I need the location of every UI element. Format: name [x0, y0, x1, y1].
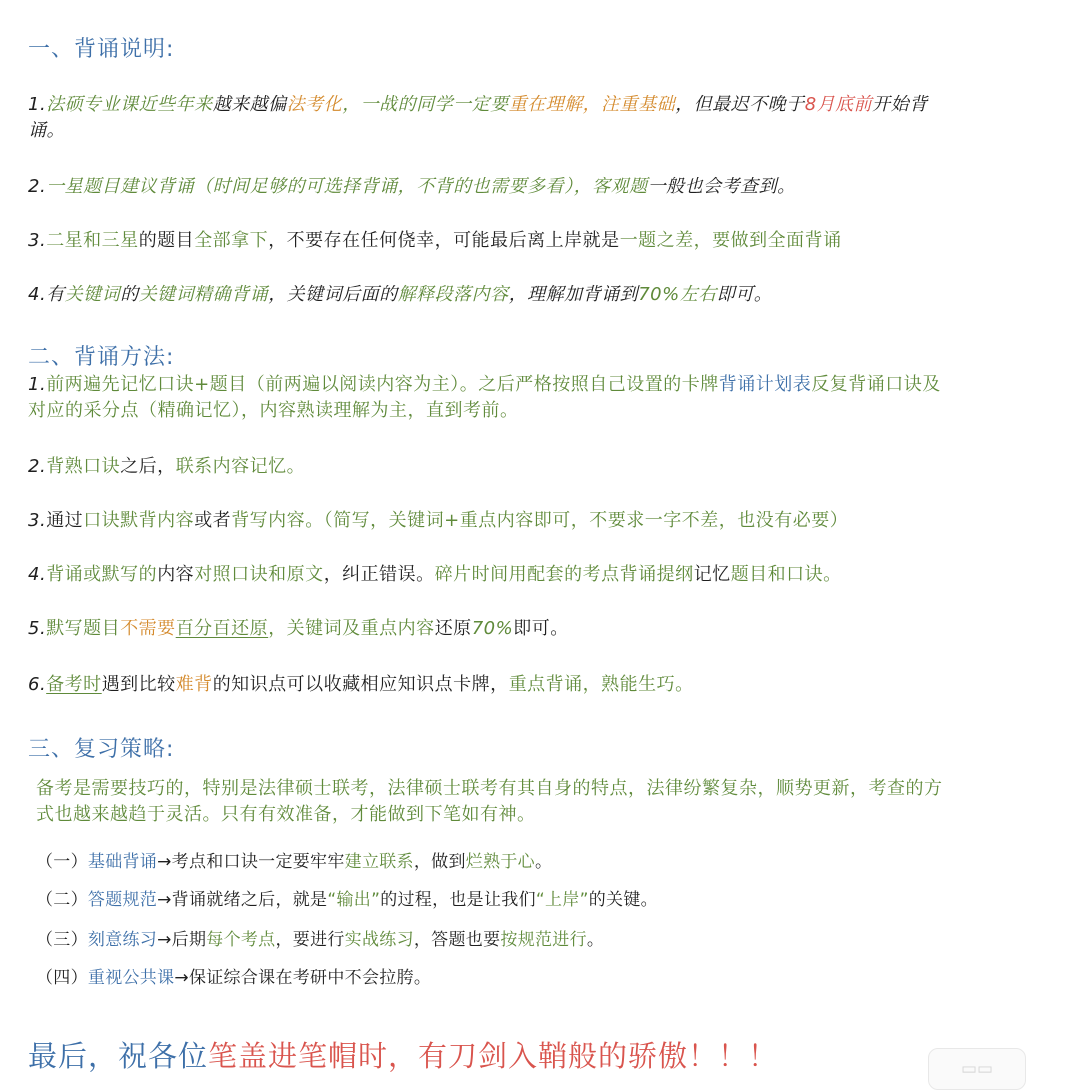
- s1-item3-text-e: 一题之差，要做到全面背诵: [619, 230, 842, 251]
- s1-item1-text-g: 8月底前: [804, 94, 873, 115]
- s1-item1-text-d: ，一战的同学一定要: [342, 94, 509, 115]
- s3-point3-text-g: 也要: [465, 930, 501, 950]
- s1-item3-text-b: 的题目: [138, 230, 195, 251]
- s2-item3-text-c: 或者: [194, 510, 232, 531]
- s2-item6-text-a: 备考时: [46, 674, 102, 695]
- s1-item3-text-d: ，不要存在任何侥幸，可能最后离上岸就是: [268, 230, 620, 251]
- s3-point3-number: （三）: [36, 930, 88, 950]
- s1-item4-text-i: 即可。: [716, 284, 773, 305]
- s2-item1-text-a: 前两遍先记忆口诀+题目: [46, 374, 247, 395]
- s1-item4-text-h: 70%左右: [638, 284, 717, 305]
- s3-point4-text-a: 重视公共课: [87, 968, 175, 988]
- s3-point3-text-f: ，答题: [413, 930, 466, 950]
- s1-item2-text-b: （时间足够的可选择背诵，不背的也需要多看）: [194, 176, 574, 197]
- s3-point3-text-b: →后期: [157, 930, 207, 950]
- s3-point3-text-d: ，要进行: [275, 930, 345, 950]
- s1-item1-text-e: 重在理解，注重基础: [508, 94, 676, 115]
- s2-item4-text-c: 对照口诀和原文: [194, 564, 324, 585]
- s3-point1-number: （一）: [36, 852, 88, 872]
- closing-message-part2: 笔盖进笔帽时，有刀剑入鞘般的骄傲！！！: [208, 1039, 779, 1073]
- s2-item6: [28, 672, 1058, 698]
- s3-point4-text-b: →保证综合课在考研中不会拉胯。: [174, 968, 432, 988]
- s3-point3-text-i: 。: [586, 930, 605, 950]
- s3-intro-line1: 备考是需要技巧的，特别是法律硕士联考，法律硕士联考有其自身的特点，法律纷繁复杂，顺势更新，考查的方: [36, 778, 943, 799]
- s3-point2-number: （二）: [36, 890, 88, 910]
- s1-item1-text-c: 法考化: [286, 94, 343, 115]
- s1-item1: [28, 92, 1058, 144]
- s2-item4-text-f: 记忆: [693, 564, 731, 585]
- s1-item1-text-a: 法硕专业课近些年来: [46, 94, 213, 115]
- s2-item3: [28, 508, 1058, 534]
- s2-item3-text-e: 。（简写，关键词+重点内容即可，不要求一字不差，也没有必要）: [305, 510, 849, 531]
- s3-point2-text-c: “输出”: [327, 890, 381, 910]
- s2-item3-text-d: 背写内容: [231, 510, 306, 531]
- section3-title: 三、复习策略:: [28, 737, 175, 762]
- s1-item1-text-h: 开始背: [872, 94, 928, 115]
- s1-item1-text-i: 诵。: [28, 120, 65, 141]
- s1-item4-number: 4.: [28, 284, 47, 305]
- s2-item6-text-b: 遇到比较: [101, 674, 176, 695]
- s2-item5-text-c: 百分百还原: [175, 618, 269, 639]
- s1-item1-number: 1.: [28, 94, 47, 115]
- s2-item1: [28, 372, 1058, 424]
- s1-item2: [28, 174, 1058, 200]
- s2-item2-text-b: 之后，: [120, 456, 176, 477]
- s3-point1-text-c: 建立联系: [344, 852, 414, 872]
- s2-item1-text-d: 反复背诵口诀及: [811, 374, 941, 395]
- s2-item5-number: 5.: [28, 618, 47, 639]
- s2-item5-text-g: 即可。: [513, 618, 569, 639]
- s3-point1-text-b: →考点和口诀一定要牢牢: [157, 852, 345, 872]
- s3-point3-text-c: 每个考点: [206, 930, 276, 950]
- s3-point2: [36, 888, 658, 912]
- s2-item5-text-d: ，关键词及重点内容: [268, 618, 435, 639]
- s3-point4: [36, 966, 431, 990]
- s2-item4-text-e: 碎片时间用配套的考点背诵提纲: [434, 564, 694, 585]
- s1-item4-text-g: ，理解加背诵到: [508, 284, 639, 305]
- s3-point1-text-a: 基础背诵: [87, 852, 158, 872]
- s2-item4: [28, 562, 1058, 588]
- s2-item6-text-c: 难背: [175, 674, 213, 695]
- s3-point2-text-a: 答题规范: [87, 890, 158, 910]
- s3-point3-text-h: 按规范进行: [500, 930, 587, 950]
- section2-title: 二、背诵方法:: [28, 345, 175, 370]
- s2-item4-text-a: 背诵或默写的: [46, 564, 158, 585]
- s2-item3-number: 3.: [28, 510, 47, 531]
- s2-item2-text-c: 联系内容记忆。: [175, 456, 306, 477]
- s2-item6-text-e: 重点背诵，熟能生巧。: [508, 674, 694, 695]
- s1-item4-text-c: 的: [120, 284, 139, 305]
- s2-item5: [28, 616, 1058, 642]
- s2-item5-text-b: 不需要: [120, 618, 176, 639]
- corner-watermark-badge: ▭▭: [928, 1048, 1026, 1090]
- s2-item2-number: 2.: [28, 456, 47, 477]
- s3-point2-text-e: “上岸”: [535, 890, 589, 910]
- s1-item4-text-f: 解释段落内容: [397, 284, 509, 305]
- s3-intro: [36, 776, 1060, 828]
- s2-item5-text-f: 70%: [471, 618, 514, 639]
- s2-item3-text-a: 通过: [46, 510, 84, 531]
- s2-item6-text-d: 的知识点可以收藏相应知识点卡牌，: [212, 674, 509, 695]
- s2-item5-text-e: 还原: [434, 618, 472, 639]
- s1-item2-number: 2.: [28, 176, 47, 197]
- s3-point2-text-b: →背诵就绪之后，就是: [157, 890, 328, 910]
- s1-item3-text-a: 二星和三星: [46, 230, 139, 251]
- s3-point1-text-f: 。: [534, 852, 553, 872]
- s3-intro-line2: 式也越来越趋于灵活。只有有效准备，才能做到下笔如有神。: [36, 804, 536, 825]
- s1-item1-text-f: ，但最迟不晚于: [675, 94, 805, 115]
- s1-item4-text-b: 关键词: [64, 284, 121, 305]
- s2-item4-number: 4.: [28, 564, 47, 585]
- s2-item2: [28, 454, 1058, 480]
- s2-item4-text-g: 题目和口诀。: [730, 564, 842, 585]
- s3-point1-text-e: 烂熟于心: [465, 852, 535, 872]
- s2-item5-text-a: 默写题目: [46, 618, 121, 639]
- s3-point3-text-a: 刻意练习: [87, 930, 158, 950]
- s3-point2-text-d: 的过程，也是让我们: [380, 890, 536, 910]
- s1-item2-text-a: 一星题目建议背诵: [46, 176, 195, 197]
- section1-title: 一、背诵说明:: [28, 37, 175, 62]
- s1-item2-text-d: 一般也会考查到。: [647, 176, 796, 197]
- s2-item1-text-e: 对应的采分点（精确记忆），内容熟读理解为主，直到考前。: [28, 400, 519, 421]
- s2-item1-number: 1.: [28, 374, 47, 395]
- s3-point4-number: （四）: [36, 968, 88, 988]
- closing-message-part1: 最后，祝各位: [28, 1039, 209, 1073]
- s1-item4-text-e: ，关键词后面的: [268, 284, 398, 305]
- s1-item4: [28, 282, 1058, 308]
- s2-item4-text-b: 内容: [157, 564, 195, 585]
- closing-message: [28, 1034, 778, 1075]
- s3-point3: [36, 928, 604, 952]
- s2-item1-text-c: 背诵计划表: [718, 374, 812, 395]
- s1-item4-text-d: 关键词精确背诵: [138, 284, 269, 305]
- s2-item6-number: 6.: [28, 674, 47, 695]
- s1-item3-number: 3.: [28, 230, 47, 251]
- s3-point1-text-d: ，做到: [413, 852, 466, 872]
- s3-point3-text-e: 实战练习: [344, 930, 414, 950]
- s3-point2-text-f: 的关键。: [588, 890, 658, 910]
- s2-item1-text-b: （前两遍以阅读内容为主）。之后严格按照自己设置的卡牌: [246, 374, 719, 395]
- s1-item4-text-a: 有: [46, 284, 65, 305]
- s3-point1: [36, 850, 552, 874]
- s1-item1-text-b: 越来越偏: [212, 94, 287, 115]
- s1-item2-text-c: ，客观题: [573, 176, 648, 197]
- s2-item3-text-b: 口诀默背内容: [83, 510, 195, 531]
- s2-item4-text-d: ，纠正错误。: [323, 564, 435, 585]
- s1-item3: [28, 228, 1058, 254]
- s1-item3-text-c: 全部拿下: [194, 230, 269, 251]
- s2-item2-text-a: 背熟口诀: [46, 456, 121, 477]
